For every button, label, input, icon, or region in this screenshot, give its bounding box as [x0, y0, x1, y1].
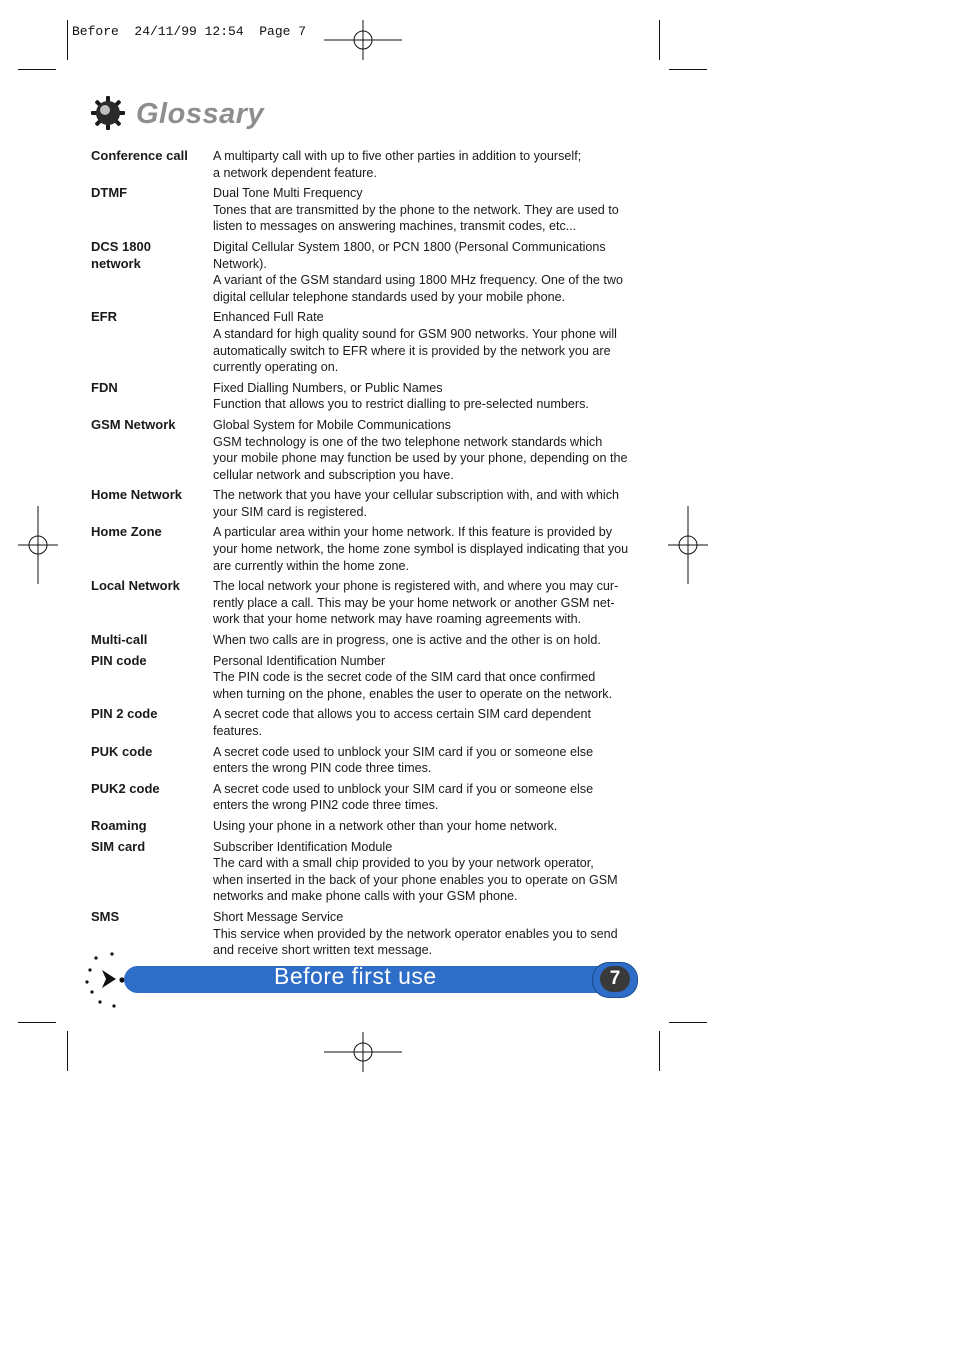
- definition-line: Personal Identification Number: [213, 653, 386, 668]
- definition-line: Digital Cellular System 1800, or PCN 1800 (Personal Communications Network).: [213, 239, 606, 271]
- definition-line: A secret code used to unblock your SIM card if you or someone else: [213, 781, 594, 796]
- definition-line: digital cellular telephone standards used by your mobile phone.: [213, 289, 566, 304]
- glossary-entry: [91, 239, 636, 305]
- definition-line: networks and make phone calls with your GSM phone.: [213, 889, 518, 904]
- definition-line: Tones that are transmitted by the phone to the network. They are used to: [213, 202, 619, 217]
- glossary-list: [91, 148, 636, 963]
- glossary-entry: [91, 380, 636, 413]
- definition-line: A particular area within your home network. If this feature is provided by: [213, 525, 612, 540]
- glossary-definition: [213, 524, 636, 574]
- glossary-term: EFR: [91, 309, 117, 325]
- definition-line: This service when provided by the network operator enables you to send: [213, 926, 618, 941]
- glossary-definition: [213, 781, 636, 814]
- definition-line: Global System for Mobile Communications: [213, 417, 451, 432]
- glossary-term: PIN 2 code: [91, 706, 158, 722]
- glossary-definition: [213, 909, 636, 959]
- glossary-definition: [213, 417, 636, 483]
- page-title: Glossary: [136, 98, 265, 130]
- registration-mark-bottom: [324, 1032, 402, 1072]
- glossary-term: Conference call: [91, 148, 188, 163]
- glossary-term: Multi-call: [91, 632, 148, 648]
- definition-line: The network that you have your cellular subscription with, and with which: [213, 488, 620, 503]
- glossary-term: DCS 1800 network: [91, 238, 151, 271]
- definition-line: Function that allows you to restrict dialling to pre-selected numbers.: [213, 397, 589, 412]
- definition-line: A secret code that allows you to access certain SIM card dependent features.: [213, 707, 592, 738]
- definition-line: are currently within the home zone.: [213, 558, 410, 573]
- glossary-definition: [213, 706, 636, 739]
- glossary-term: PIN code: [91, 652, 147, 668]
- definition-line: listen to messages on answering machines, transmit codes, etc...: [213, 219, 577, 234]
- glossary-term: GSM Network: [91, 416, 176, 432]
- glossary-term: FDN: [91, 379, 118, 395]
- glossary-term: SMS: [91, 908, 120, 924]
- glossary-term: SIM card: [91, 838, 146, 854]
- glossary-entry: [91, 417, 636, 483]
- definition-line: A variant of the GSM standard using 1800 MHz frequency. One of the two: [213, 273, 623, 288]
- glossary-entry: [91, 781, 636, 814]
- definition-line: currently operating on.: [213, 360, 339, 375]
- glossary-definition: [213, 839, 636, 905]
- print-slug: Before 24/11/99 12:54 Page 7: [72, 24, 307, 39]
- glossary-entry: [91, 653, 636, 703]
- definition-line: automatically switch to EFR where it is provided by the network you are: [213, 343, 611, 358]
- registration-mark-left: [18, 506, 58, 584]
- definition-line: enters the wrong PIN2 code three times.: [213, 798, 439, 813]
- glossary-definition: [213, 309, 636, 375]
- definition-line: The card with a small chip provided to you by your network operator,: [213, 856, 594, 871]
- definition-line: rently place a call. This may be your home network or another GSM net-: [213, 595, 615, 610]
- glossary-entry: [91, 487, 636, 520]
- definition-line: Subscriber Identification Module: [213, 839, 393, 854]
- glossary-entry: [91, 744, 636, 777]
- definition-line: Fixed Dialling Numbers, or Public Names: [213, 380, 443, 395]
- definition-line: A multiparty call with up to five other parties in addition to yourself;: [213, 149, 582, 163]
- glossary-term: PUK code: [91, 743, 153, 759]
- definition-line: Short Message Service: [213, 909, 344, 924]
- definition-line: When two calls are in progress, one is active and the other is on hold.: [213, 633, 601, 648]
- registration-mark-right: [668, 506, 708, 584]
- glossary-entry: [91, 578, 636, 628]
- glossary-entry: [91, 818, 636, 835]
- glossary-definition: [213, 487, 636, 520]
- definition-line: work that your home network may have roaming agreements with.: [213, 612, 582, 627]
- definition-line: GSM technology is one of the two telephone network standards which: [213, 434, 603, 449]
- glossary-definition: [213, 653, 636, 703]
- definition-line: enters the wrong PIN code three times.: [213, 761, 432, 776]
- definition-line: The PIN code is the secret code of the SIM card that once confirmed: [213, 670, 596, 685]
- glossary-entry: [91, 909, 636, 959]
- glossary-entry: [91, 148, 636, 181]
- glossary-term: DTMF: [91, 185, 128, 201]
- glossary-definition: [213, 632, 636, 649]
- definition-line: Enhanced Full Rate: [213, 310, 324, 325]
- definition-line: your home network, the home zone symbol is displayed indicating that you: [213, 542, 629, 557]
- definition-line: Using your phone in a network other than your home network.: [213, 818, 558, 833]
- glossary-entry: [91, 309, 636, 375]
- definition-line: A secret code used to unblock your SIM card if you or someone else: [213, 744, 594, 759]
- glossary-entry: [91, 185, 636, 235]
- glossary-definition: [213, 239, 636, 305]
- glossary-term: Roaming: [91, 817, 147, 833]
- glossary-term: Home Zone: [91, 524, 162, 540]
- definition-line: Dual Tone Multi Frequency: [213, 186, 363, 201]
- glossary-term: Local Network: [91, 578, 180, 594]
- glossary-definition: [213, 185, 636, 235]
- definition-line: when inserted in the back of your phone enables you to operate on GSM: [213, 872, 618, 887]
- glossary-entry: [91, 632, 636, 649]
- glossary-entry: [91, 839, 636, 905]
- gear-icon: [91, 96, 125, 130]
- glossary-definition: [213, 578, 636, 628]
- definition-line: and receive short written text message.: [213, 943, 433, 958]
- definition-line: when turning on the phone, enables the user to operate on the network.: [213, 686, 613, 701]
- registration-mark-top: [324, 20, 402, 60]
- glossary-term: Home Network: [91, 487, 183, 503]
- section-title: Before first use: [274, 963, 437, 989]
- page-number: 7: [600, 966, 630, 992]
- glossary-definition: [213, 818, 636, 835]
- glossary-definition: [213, 380, 636, 413]
- definition-line: your SIM card is registered.: [213, 504, 367, 519]
- definition-line: A standard for high quality sound for GSM 900 networks. Your phone will: [213, 326, 617, 341]
- definition-line: The local network your phone is registered with, and where you may cur-: [213, 579, 619, 594]
- glossary-definition: [213, 744, 636, 777]
- glossary-entry: [91, 524, 636, 574]
- definition-line: a network dependent feature.: [213, 165, 377, 180]
- glossary-entry: [91, 706, 636, 739]
- definition-line: your mobile phone may function be used by your phone, depending on the: [213, 451, 628, 466]
- glossary-definition: [213, 148, 636, 181]
- glossary-term: PUK2 code: [91, 780, 160, 796]
- definition-line: cellular network and subscription you have.: [213, 467, 454, 482]
